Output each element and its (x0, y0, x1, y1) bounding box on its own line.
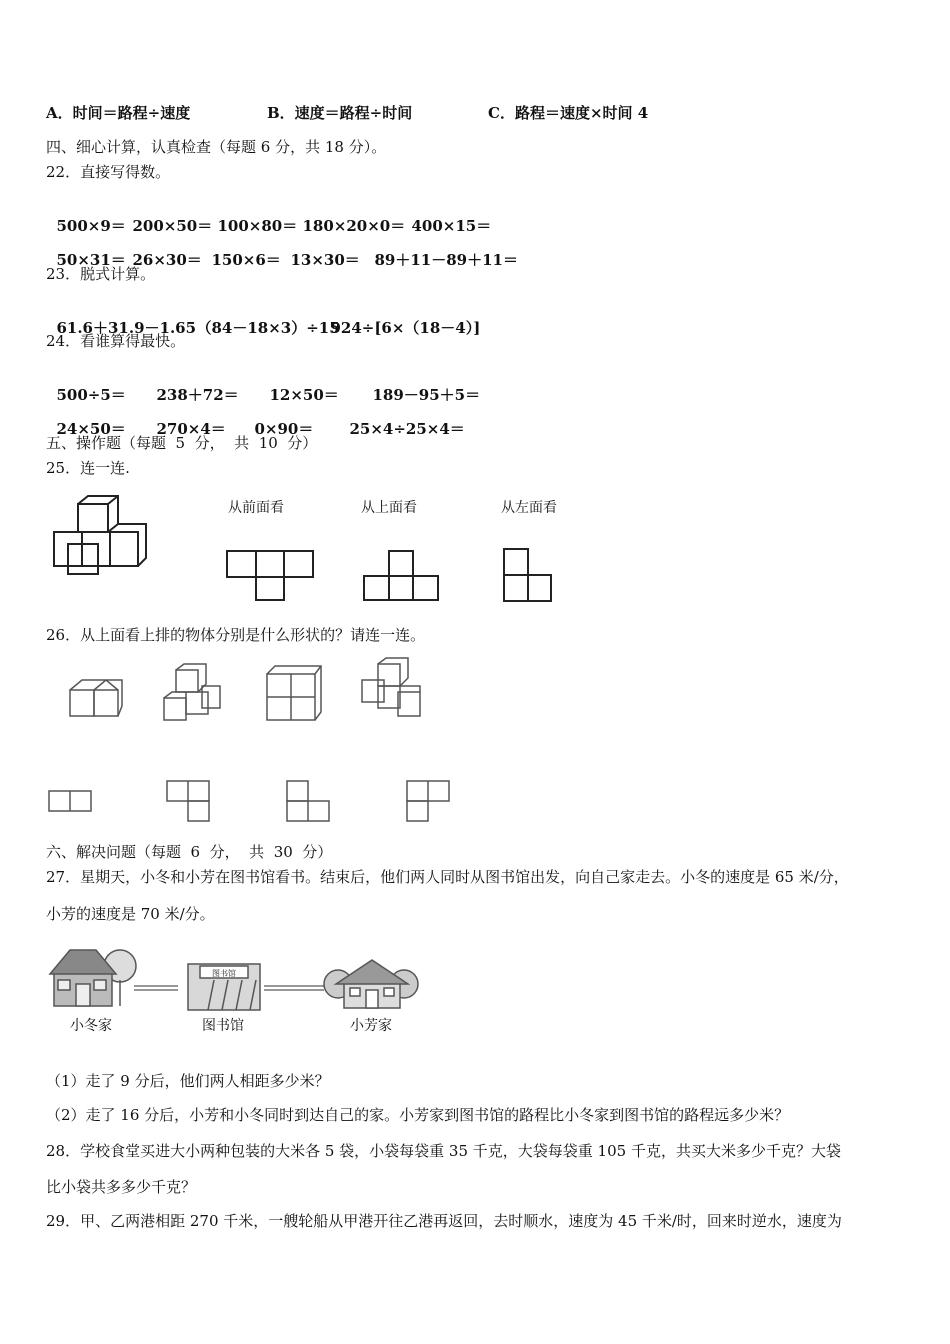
road-line-left (134, 984, 180, 992)
q22-item: 200×50＝ (132, 217, 213, 235)
q25-cube-structure (46, 492, 156, 582)
q28-line2: 比小袋共多多少千克？ (46, 1178, 197, 1196)
place-label-library: 图书馆 (202, 1018, 244, 1034)
section6-heading: 六、解决问题（每题 6 分， 共 30 分） (46, 843, 333, 861)
house-xiaodong-illustration (48, 944, 140, 1010)
q27-line2: 小芳的速度是 70 米/分。 (46, 905, 215, 923)
q23-item: （84－18×3）÷15 (196, 319, 340, 337)
q26-shape-1 (48, 790, 94, 814)
q27-line1: 27．星期天，小冬和小芳在图书馆看书。结束后，他们两人同时从图书馆出发，向自己家走去。小冬的速度是 65 米/分， (46, 868, 849, 886)
place-label-xiaodong: 小冬家 (70, 1018, 112, 1034)
q24-item: 500÷5＝ (56, 386, 126, 404)
house-xiaofang-illustration (324, 958, 418, 1012)
q23-title: 23．脱式计算。 (46, 265, 156, 283)
q26-object-2 (162, 662, 226, 724)
option-c: C．路程＝速度×时间 4 (488, 104, 649, 122)
q24-item: 24×50＝ (56, 420, 126, 438)
q22-item: 89＋11－89＋11＝ (374, 251, 518, 269)
q27-sub2: （2）走了 16 分后，小芳和小冬同时到达自己的家。小芳家到图书馆的路程比小冬家到图书馆的路程远多少米？ (46, 1106, 790, 1124)
view-shape-l (503, 548, 555, 604)
library-illustration (186, 962, 262, 1012)
q26-shape-2 (166, 780, 212, 824)
q23-item: 924÷[6×（18－4）] (330, 319, 481, 337)
q22-item: 100×80＝ (217, 217, 298, 235)
view-shape-t (226, 550, 316, 602)
option-a: A．时间＝路程÷速度 (46, 104, 191, 122)
q22-item: 400×15＝ (411, 217, 492, 235)
q26-object-4 (360, 656, 426, 720)
q23-item: 61.6＋31.9－1.65 (56, 319, 197, 337)
library-sign: 图书馆 (212, 969, 236, 978)
q28-line1: 28．学校食堂买进大小两种包装的大米各 5 袋，小袋每袋重 35 千克，大袋每袋重 105 千克，共买大米多少千克？大袋 (46, 1142, 841, 1160)
q22-item: 13×30＝ (290, 251, 360, 269)
q26-shape-3 (286, 780, 332, 824)
q24-item: 189－95＋5＝ (372, 386, 481, 404)
view-shape-inverted-t (363, 550, 441, 602)
q22-item: 180×20×0＝ (302, 217, 406, 235)
q22-item: 500×9＝ (56, 217, 126, 235)
q26-shape-4 (406, 780, 452, 824)
q26-object-1 (68, 676, 124, 720)
q25-title: 25．连一连. (46, 459, 130, 477)
q24-item: 0×90＝ (254, 420, 314, 438)
place-label-xiaofang: 小芳家 (350, 1018, 392, 1034)
q22-title: 22．直接写得数。 (46, 163, 171, 181)
section5-heading: 五、操作题（每题 5 分， 共 10 分） (46, 434, 318, 452)
q22-item: 26×30＝ (132, 251, 202, 269)
section4-heading: 四、细心计算，认真检查（每题 6 分，共 18 分）。 (46, 138, 387, 156)
road-line-right (264, 984, 326, 992)
q26-object-3 (265, 664, 323, 722)
q22-item: 50×31＝ (56, 251, 126, 269)
q24-item: 12×50＝ (269, 386, 339, 404)
q24-title: 24．看谁算得最快。 (46, 332, 186, 350)
q24-item: 25×4÷25×4＝ (349, 420, 465, 438)
view-label-front: 从前面看 (228, 500, 284, 516)
view-label-top: 从上面看 (361, 500, 417, 516)
q29-line1: 29．甲、乙两港相距 270 千米，一艘轮船从甲港开往乙港再返回，去时顺水，速度为 45 千米/时，回来时逆水，速度为 (46, 1212, 842, 1230)
q22-item: 150×6＝ (211, 251, 281, 269)
q24-item: 270×4＝ (156, 420, 226, 438)
q26-title: 26．从上面看上排的物体分别是什么形状的？请连一连。 (46, 626, 426, 644)
q27-sub1: （1）走了 9 分后，他们两人相距多少米？ (46, 1072, 330, 1090)
option-b: B．速度＝路程÷时间 (267, 104, 413, 122)
q24-item: 238＋72＝ (156, 386, 239, 404)
view-label-left: 从左面看 (501, 500, 557, 516)
